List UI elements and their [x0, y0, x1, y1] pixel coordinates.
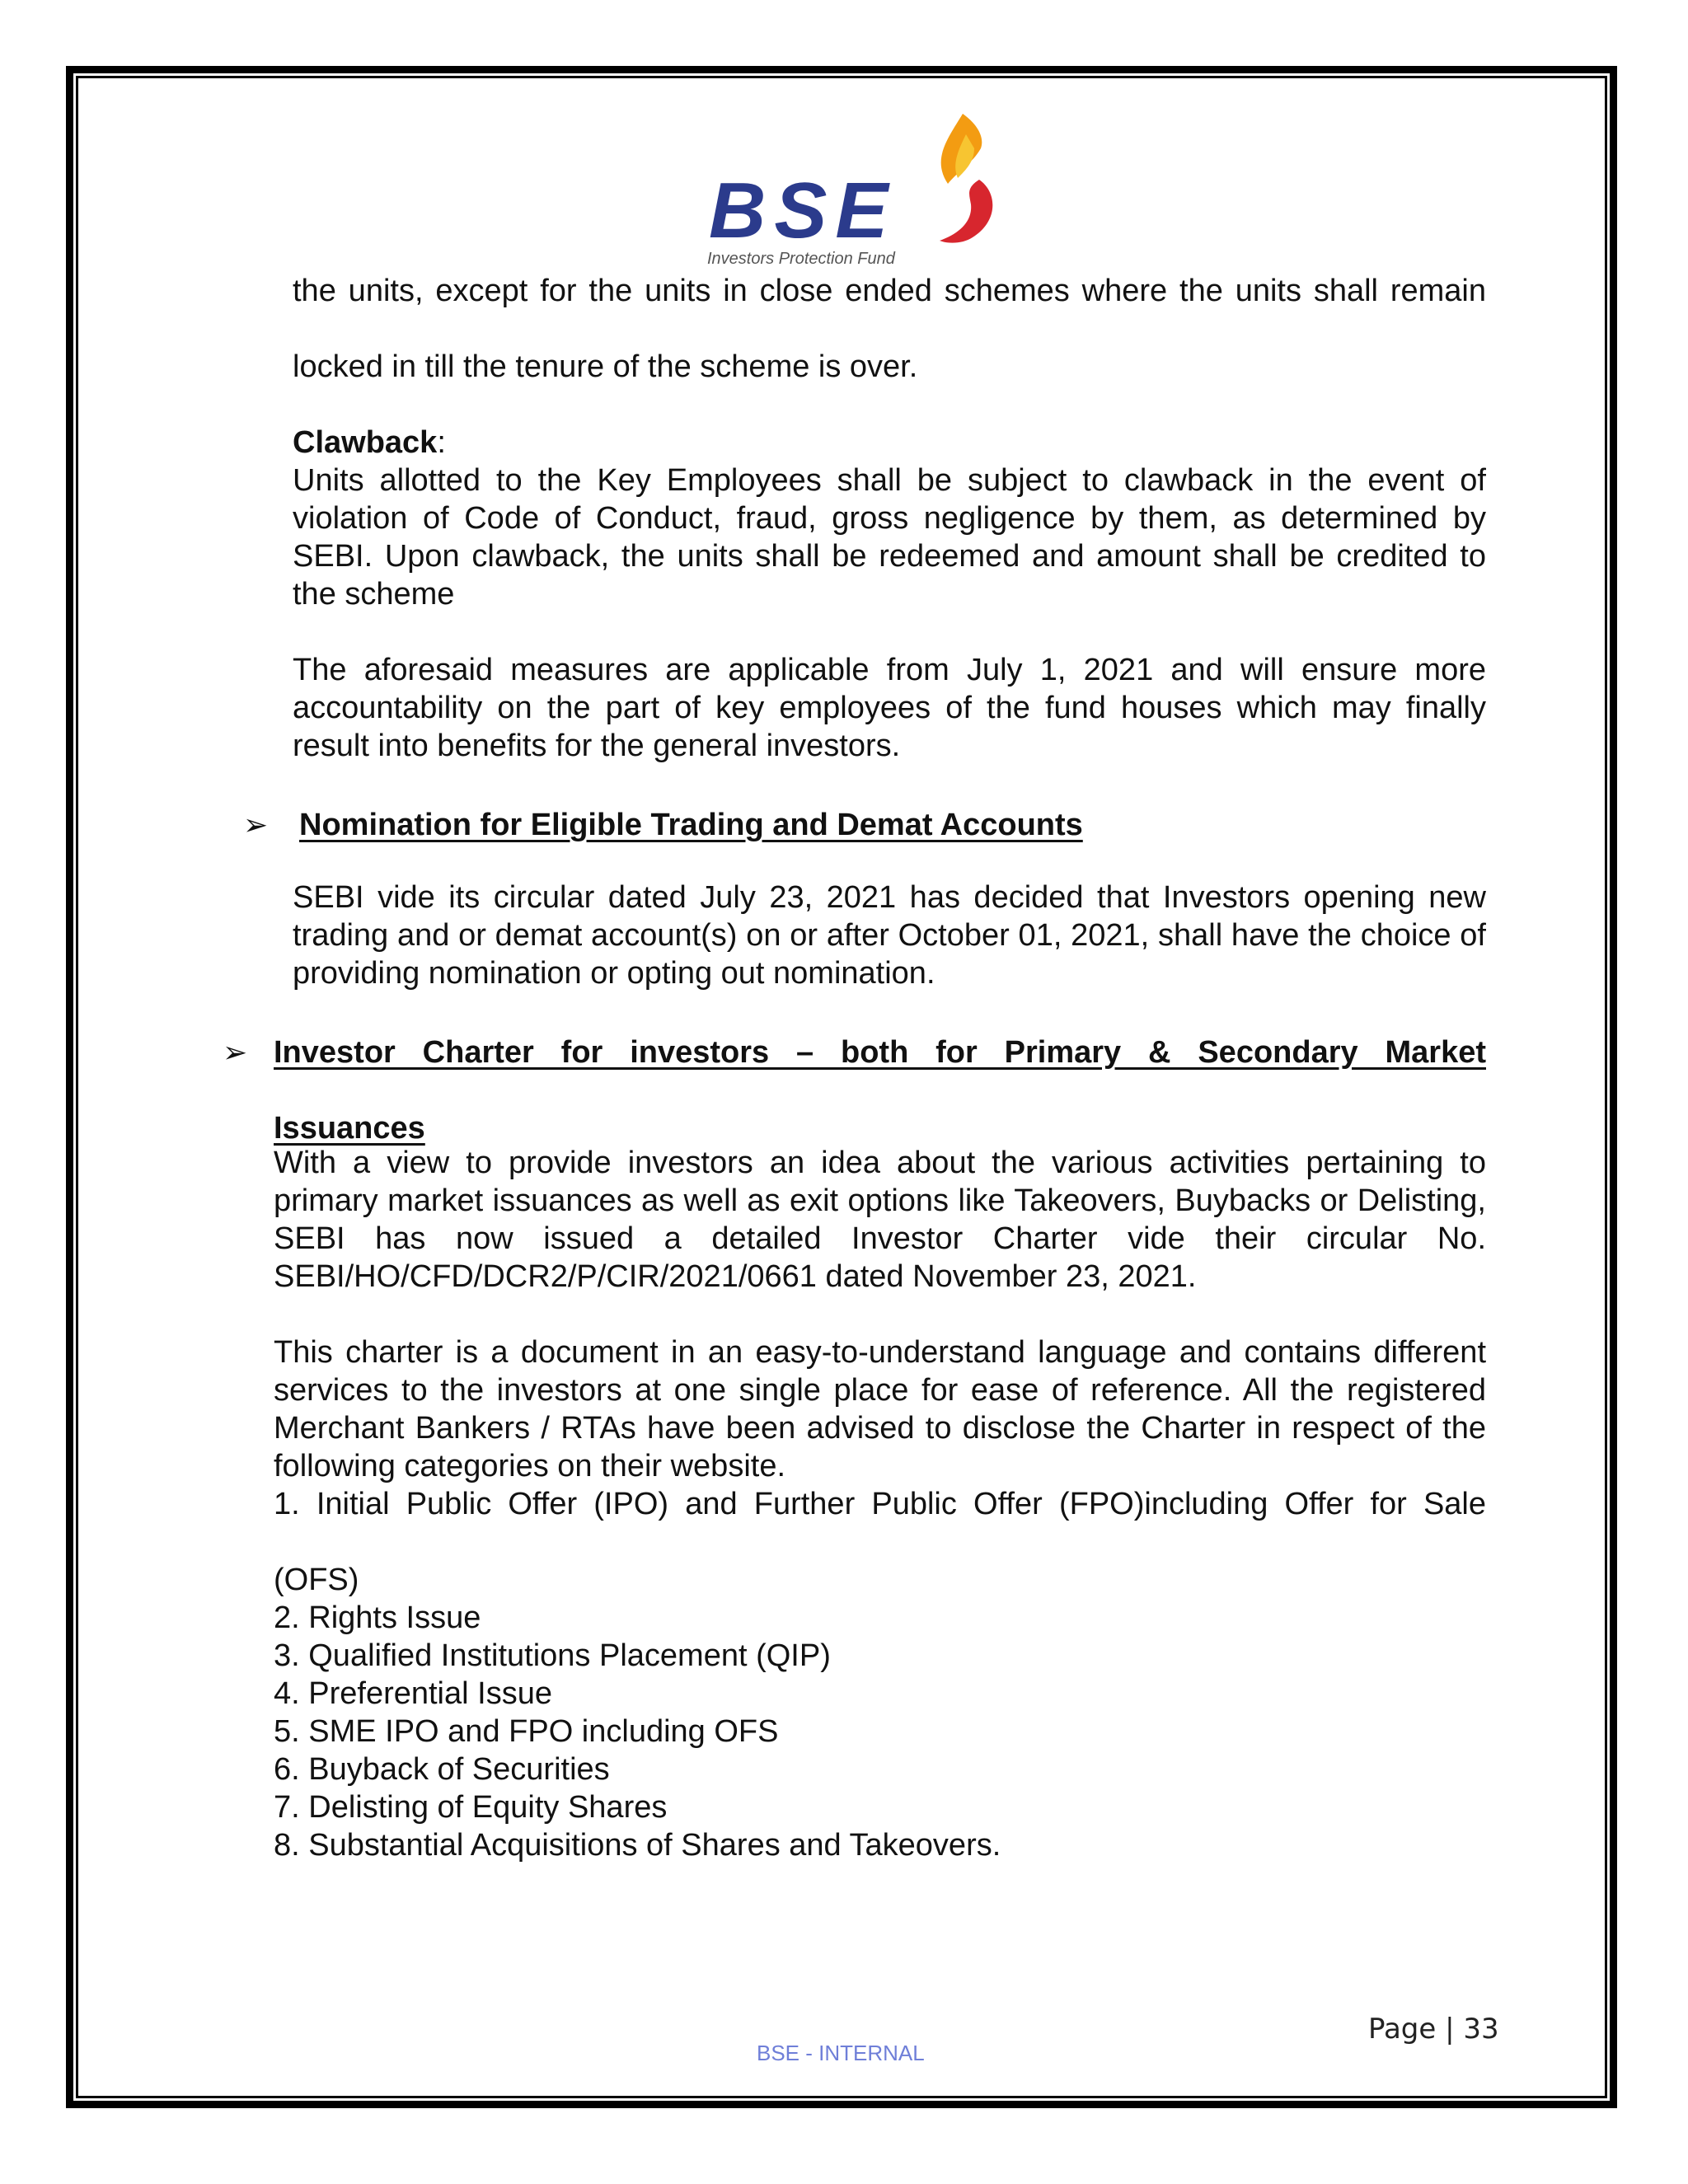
- units-lockin-line-2: locked in till the tenure of the scheme is over.: [293, 349, 918, 384]
- nomination-heading: [243, 806, 1083, 844]
- list-item: (OFS): [274, 1563, 359, 1597]
- list-item: 8. Substantial Acquisitions of Shares and Takeovers.: [274, 1828, 1001, 1863]
- classification-footer: BSE - INTERNAL: [757, 2041, 925, 2065]
- bse-wordmark: BSE: [709, 166, 897, 255]
- charter-intro-paragraph: With a view to provide investors an idea about the various activities pertaining to primary market issuances as well as exit options like Takeovers, Buybacks or Delisting, SEBI has now issued a detailed Investor Charter vide their circular No. SEBI/HO/CFD/DCR2/P/CIR/2021/0661 dated November 23, 2021.: [274, 1146, 1486, 1294]
- flame-icon-red: [940, 180, 992, 243]
- charter-heading-line-1: Investor Charter for investors – both for Primary & Secondary Market: [274, 1035, 1486, 1070]
- list-item: 7. Delisting of Equity Shares: [274, 1790, 668, 1825]
- arrow-bullet-icon: ➢: [243, 808, 269, 841]
- bse-logo: [701, 97, 1030, 270]
- clawback-colon: :: [437, 425, 446, 460]
- clawback-heading: [293, 424, 1486, 462]
- list-item: 2. Rights Issue: [274, 1601, 481, 1635]
- list-item: 3. Qualified Institutions Placement (QIP): [274, 1638, 831, 1673]
- nomination-body: SEBI vide its circular dated July 23, 2021 has decided that Investors opening new trading and or demat account(s) on or after October 01, 2021, shall have the choice of providing nomination or opting out nomination.: [293, 880, 1486, 991]
- page-number: Page | 33: [1368, 2013, 1499, 2046]
- nomination-heading-text: Nomination for Eligible Trading and Demat Accounts: [299, 808, 1083, 842]
- investor-charter-heading: [223, 1033, 1486, 1147]
- charter-document-paragraph: This charter is a document in an easy-to-understand language and contains different services to the investors at one single place for ease of reference. All the registered Merchant Bankers / RTAs have been advised to disclose the Charter in respect of the following categories on their website.: [274, 1335, 1486, 1483]
- measures-paragraph: The aforesaid measures are applicable from July 1, 2021 and will ensure more accountability on the part of key employees of the fund houses which may finally result into benefits for the general investors.: [293, 653, 1486, 763]
- categories-list: [274, 1485, 1486, 1864]
- units-lockin-paragraph: [293, 272, 1486, 386]
- arrow-bullet-icon: ➢: [223, 1035, 248, 1069]
- bse-tagline: Investors Protection Fund: [707, 250, 895, 268]
- clawback-title: Clawback: [293, 425, 438, 460]
- list-item: 4. Preferential Issue: [274, 1676, 552, 1711]
- units-lockin-line-1: the units, except for the units in close ended schemes where the units shall remain: [293, 274, 1486, 308]
- clawback-body: Units allotted to the Key Employees shall be subject to clawback in the event of violation of Code of Conduct, fraud, gross negligence by them, as determined by SEBI. Upon clawback, the units shall be redeemed and amount shall be credited to the scheme: [293, 463, 1486, 612]
- list-item: 6. Buyback of Securities: [274, 1752, 610, 1787]
- charter-heading-line-2: Issuances: [274, 1111, 425, 1146]
- list-item: 5. SME IPO and FPO including OFS: [274, 1714, 779, 1749]
- list-item: 1. Initial Public Offer (IPO) and Further Public Offer (FPO)including Offer for Sale: [274, 1487, 1486, 1521]
